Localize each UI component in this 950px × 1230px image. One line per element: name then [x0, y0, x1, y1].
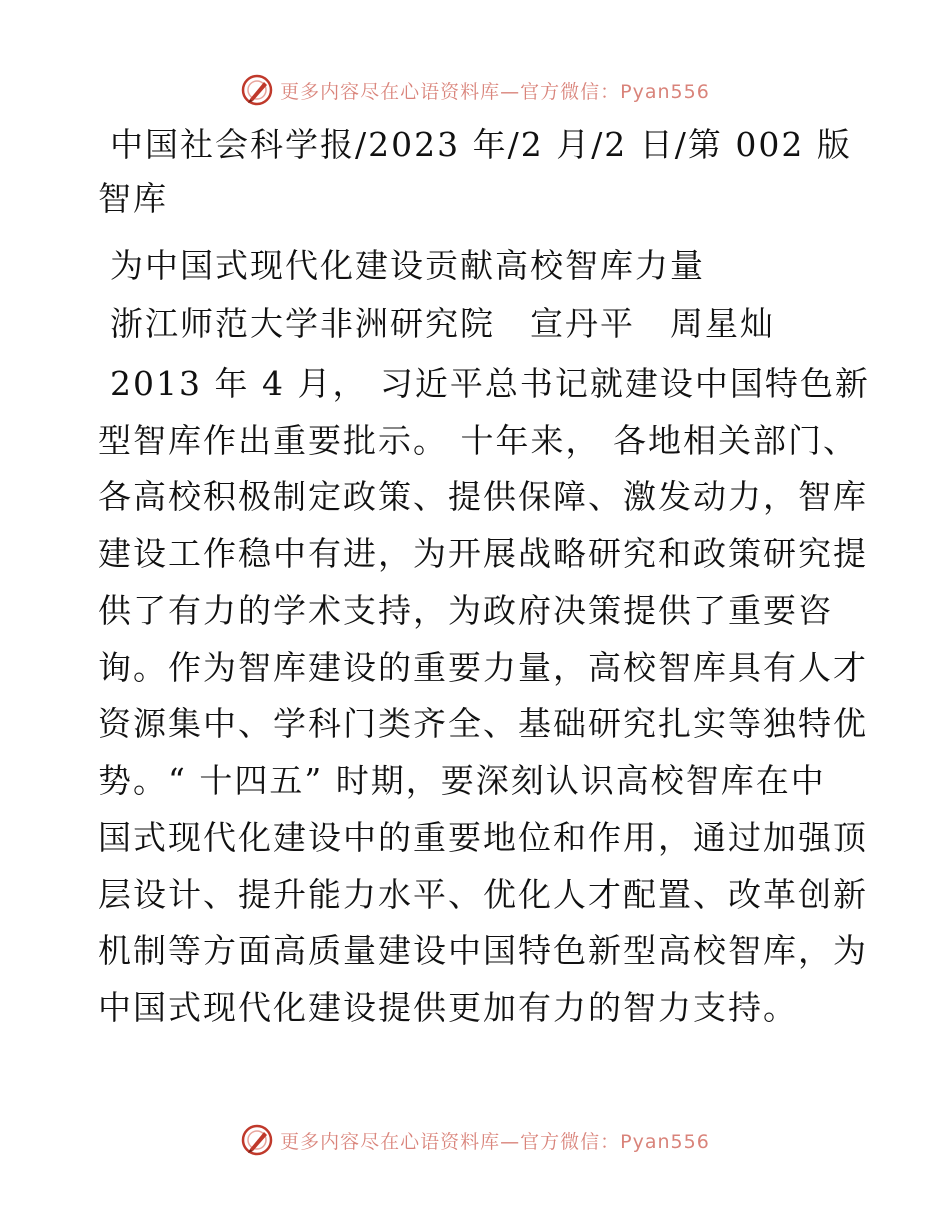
body-line: 资源集中、学科门类齐全、基础研究扎实等独特优	[98, 704, 868, 744]
pen-seal-logo-icon	[240, 1123, 274, 1157]
article-byline: 浙江师范大学非洲研究院 宣丹平 周星灿	[110, 304, 775, 344]
watermark-bottom	[0, 1120, 950, 1160]
body-line: 型智库作出重要批示。 十年来， 各地相关部门、	[98, 420, 858, 460]
body-line: 中国式现代化建设提供更加有力的智力支持。	[98, 988, 798, 1027]
body-line: 供了有力的学术支持，为政府决策提供了重要咨	[98, 590, 833, 630]
body-line: 各高校积极制定政策、提供保障、激发动力，智库	[98, 477, 868, 517]
article-title: 为中国式现代化建设贡献高校智库力量	[110, 245, 705, 285]
body-line: 建设工作稳中有进，为开展战略研究和政策研究提	[98, 534, 868, 573]
body-line: 2013 年 4 月， 习近平总书记就建设中国特色新	[110, 363, 870, 403]
body-line: 机制等方面高质量建设中国特色新型高校智库，为	[98, 931, 868, 971]
watermark-text: 更多内容尽在心语资料库—官方微信：Pyan556	[280, 1130, 710, 1153]
body-line: 层设计、提升能力水平、优化人才配置、改革创新	[98, 874, 868, 914]
body-line: 国式现代化建设中的重要地位和作用，通过加强顶	[98, 817, 868, 857]
body-line: 势。“ 十四五” 时期，要深刻认识高校智库在中	[98, 761, 826, 800]
watermark-text: 更多内容尽在心语资料库—官方微信：Pyan556	[280, 80, 710, 103]
article-paragraph	[98, 356, 870, 1037]
body-line: 询。作为智库建设的重要力量，高校智库具有人才	[98, 647, 868, 687]
watermark-top	[0, 70, 950, 110]
document-body	[98, 118, 870, 1037]
source-line: 中国社会科学报/2023 年/2 月/2 日/第 002 版	[110, 125, 852, 164]
pen-seal-logo-icon	[240, 73, 274, 107]
column-name: 智库	[98, 179, 168, 219]
